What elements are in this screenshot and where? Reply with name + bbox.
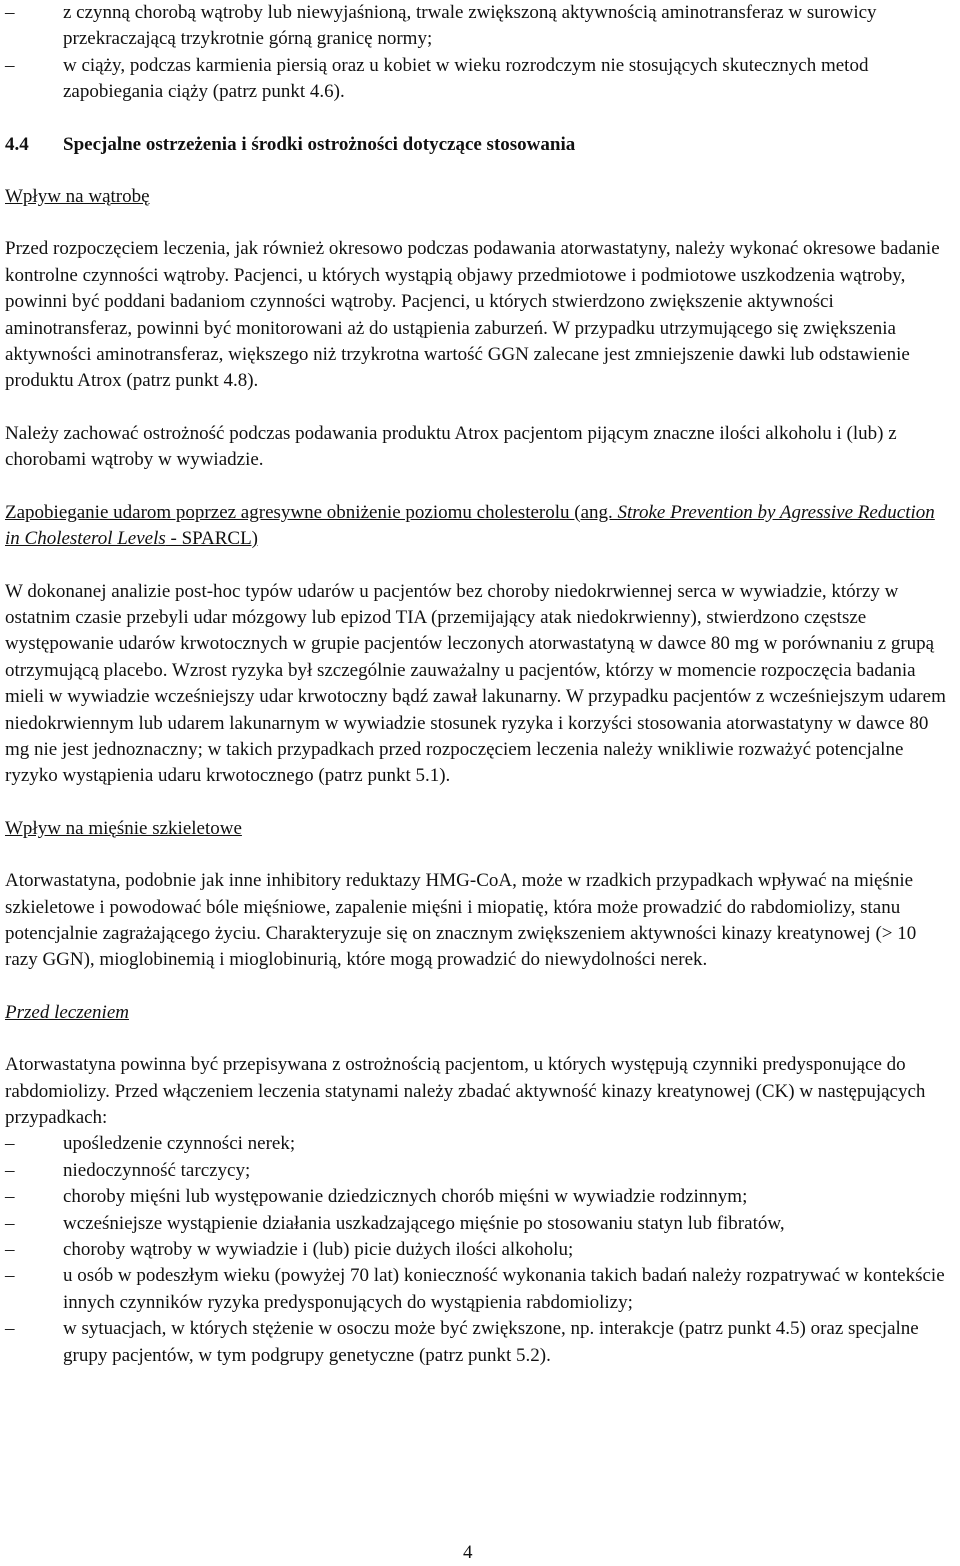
list-item xyxy=(5,1237,953,1263)
muscle-paragraph: Atorwastatyna, podobnie jak inne inhibitory reduktazy HMG-CoA, może w rzadkich przypadkach wpływać na mięśnie szkieletowe i powodować bóle mięśniowe, zapalenie mięśni i miopatię, która może prowadzić do rabdomiolizy, stanu potencjalnie zagrażającego życiu. Charakteryzuje się on znacznym zwiększeniem aktywności kinazy kreatynowej (> 10 razy GGN), mioglobinemią i mioglobinurią, które mogą prowadzić do niewydolności nerek. xyxy=(5,870,917,971)
list-item-text: z czynną chorobą wątroby lub niewyjaśnioną, trwale zwiększoną aktywnością aminotransferaz w surowicy przekraczającą trzykrotnie górną granicę normy; xyxy=(63,2,877,50)
list-item xyxy=(5,1158,953,1184)
liver-heading: Wpływ na wątrobę xyxy=(5,186,150,208)
sparcl-paragraph: W dokonanej analizie post-hoc typów udarów u pacjentów bez choroby niedokrwiennej serca w wywiadzie, którzy w ostatnim czasie przebyli udar mózgowy lub epizod TIA (przemijający atak niedokrwienny), stwierdzono częstsze występowanie udarów krwotocznych w grupie pacjentów leczonych atorwastatyną w dawce 80 mg w porównaniu z grupą otrzymującą placebo. Wzrost ryzyka był szczególnie zauważalny u pacjentów, którzy w momencie rozpoczęcia badania mieli w wywiadzie wcześniejszy udar krwotoczny bądź zawał lakunarny. W przypadku pacjentów z wcześniejszym udarem niedokrwiennym lub udarem lakunarnym w wywiadzie stosunek ryzyka i korzyści stosowania atorwastatyny w dawce 80 mg nie jest jednoznaczny; w takich przypadkach przed rozpoczęciem leczenia należy wnikliwie rozważyć potencjalne ryzyko wystąpienia udaru krwotocznego (patrz punkt 5.1). xyxy=(5,580,946,787)
liver-paragraph-2: Należy zachować ostrożność podczas podawania produktu Atrox pacjentom pijącym znaczne ilości alkoholu i (lub) z chorobami wątroby w wywiadzie. xyxy=(5,422,897,471)
document-page xyxy=(5,0,953,1369)
section-heading xyxy=(5,132,953,158)
before-treatment-paragraph: Atorwastatyna powinna być przepisywana z ostrożnością pacjentom, u których występują czynniki predysponujące do rabdomiolizy. Przed włączeniem leczenia statynami należy zbadać aktywność kinazy kreatynowej (CK) w następujących przypadkach: xyxy=(5,1054,926,1128)
list-item xyxy=(5,0,953,53)
risk-factor-list xyxy=(5,1131,953,1369)
liver-paragraph-1: Przed rozpoczęciem leczenia, jak również okresowo podczas podawania atorwastatyny, należy wykonać okresowe badanie kontrolne czynności wątroby. Pacjenci, u których wystąpią objawy przedmiotowe i podmiotowe uszkodzenia wątroby, powinni być poddani badaniom czynności wątroby. Pacjenci, u których stwierdzono zwiększenie aktywności aminotransferaz, powinni być monitorowani aż do ustąpienia zaburzeń. W przypadku utrzymującego się zwiększenia aktywności aminotransferaz, większego niż trzykrotna wartość GGN zalecane jest zmniejszenie dawki lub odstawienie produktu Atrox (patrz punkt 4.8). xyxy=(5,238,940,392)
before-treatment-heading: Przed leczeniem xyxy=(5,1001,129,1023)
page-number: 4 xyxy=(463,1542,473,1563)
dash-bullet: – xyxy=(5,1186,15,1208)
list-item xyxy=(5,1316,953,1369)
list-item-text: wcześniejsze wystąpienie działania uszkadzającego mięśnie po stosowaniu statyn lub fibratów, xyxy=(63,1212,785,1234)
list-item-text: niedoczynność tarczycy; xyxy=(63,1159,251,1181)
contraindication-list xyxy=(5,0,953,106)
list-item-text: u osób w podeszłym wieku (powyżej 70 lat) konieczność wykonania takich badań należy rozpatrywać w kontekście innych czynników ryzyka predysponujących do wystąpienia rabdomiolizy; xyxy=(63,1265,945,1313)
sparcl-heading xyxy=(5,500,953,553)
sparcl-heading-english: Stroke Prevention by Agressive Reduction in Cholesterol Levels xyxy=(5,501,935,550)
dash-bullet: – xyxy=(5,1212,15,1234)
list-item-text: choroby wątroby w wywiadzie i (lub) picie dużych ilości alkoholu; xyxy=(63,1239,574,1261)
section-title: Specjalne ostrzeżenia i środki ostrożności dotyczące stosowania xyxy=(63,133,576,155)
list-item-text: w ciąży, podczas karmienia piersią oraz u kobiet w wieku rozrodczym nie stosujących skutecznych metod zapobiegania ciąży (patrz punkt 4.6). xyxy=(63,54,869,103)
sparcl-heading-acronym: - SPARCL) xyxy=(165,528,258,550)
dash-bullet: – xyxy=(5,1265,15,1287)
dash-bullet: – xyxy=(5,1318,15,1340)
list-item xyxy=(5,1263,953,1316)
muscle-heading: Wpływ na mięśnie szkieletowe xyxy=(5,817,242,839)
list-item-text: choroby mięśni lub występowanie dziedzicznych chorób mięśni w wywiadzie rodzinnym; xyxy=(63,1186,748,1208)
dash-bullet: – xyxy=(5,1239,15,1261)
list-item xyxy=(5,1211,953,1237)
list-item xyxy=(5,1131,953,1157)
dash-bullet: – xyxy=(5,1133,15,1155)
section-number: 4.4 xyxy=(5,133,29,155)
dash-bullet: – xyxy=(5,1159,15,1181)
list-item xyxy=(5,53,953,106)
list-item-text: w sytuacjach, w których stężenie w osoczu może być zwiększone, np. interakcje (patrz punkt 4.5) oraz specjalne grupy pacjentów, w tym podgrupy genetyczne (patrz punkt 5.2). xyxy=(63,1318,919,1366)
list-item-text: upośledzenie czynności nerek; xyxy=(63,1133,296,1155)
dash-bullet: – xyxy=(5,54,15,76)
sparcl-heading-text: Zapobieganie udarom poprzez agresywne obniżenie poziomu cholesterolu (ang. xyxy=(5,501,618,523)
list-item xyxy=(5,1184,953,1210)
dash-bullet: – xyxy=(5,2,15,23)
